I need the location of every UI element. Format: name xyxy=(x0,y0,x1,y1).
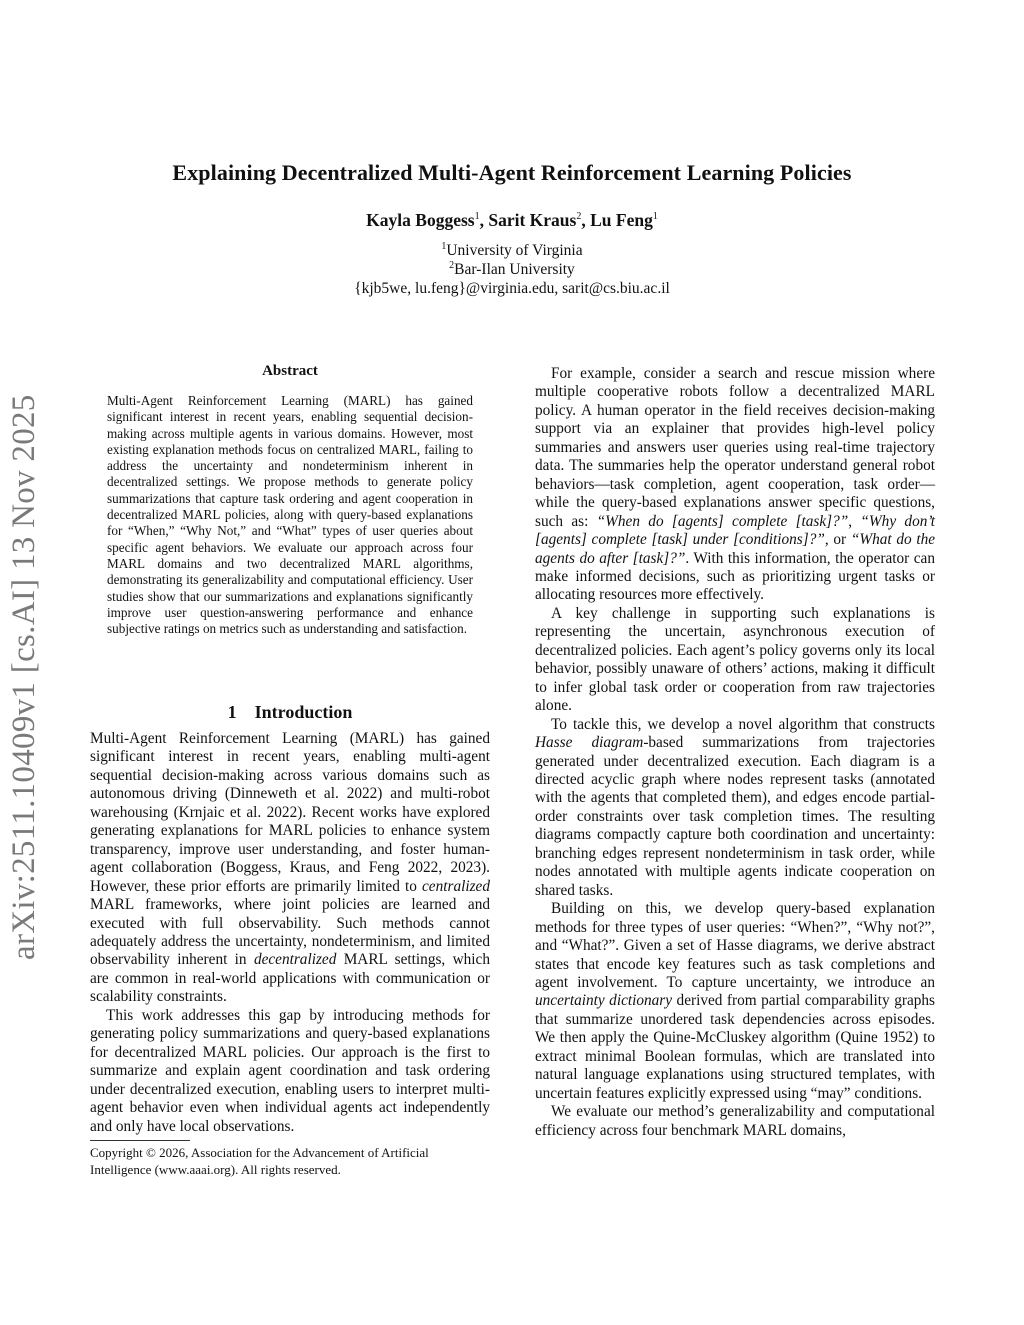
text-run: For example, consider a search and rescue mission where multiple cooperative robots follow a decentralized MARL policy. A human operator in the field receives decision-making support via an explainer that provides high-level policy summaries and answers user queries using real-time trajectory data. The summaries help the operator understand general robot behaviors—task completion, agent cooperation, task order—while the query-based explanations answer specific questions, such as: xyxy=(535,365,935,530)
text-run: , xyxy=(848,512,861,530)
emphasis-text: Hasse diagram xyxy=(535,734,644,752)
text-run: Multi-Agent Reinforcement Learning (MARL) has gained significant interest in recent years, enabling multi-agent sequential decision-making across various domains such as autonomous driving (Dinneweth et al. 2022) and multi-robot warehousing (Krnjaic et al. 2022). Recent works have explored generating explanations for MARL policies to enhance system transparency, improve user understanding, and foster human-agent collaboration (Boggess, Kraus, and Feng 2022, 2023). However, these prior efforts are primarily limited to xyxy=(90,730,490,895)
arxiv-identifier: arXiv:2511.10409v1 [cs.AI] 13 Nov 2025 xyxy=(6,394,42,960)
affiliation-mark: 2 xyxy=(449,260,455,271)
section-heading-introduction xyxy=(90,702,490,723)
author-name: Lu Feng xyxy=(590,210,653,230)
example-query: “When do [agents] complete [task]?” xyxy=(596,512,849,530)
emphasis-text: uncertainty dictionary xyxy=(535,992,673,1010)
affiliation-2 xyxy=(0,260,1024,279)
copyright-footnote: Copyright © 2026, Association for the Advancement of Artificial Intelligence (www.aaai.org). All rights reserved. xyxy=(90,1145,429,1177)
abstract-heading: Abstract xyxy=(262,363,318,379)
author-name: Kayla Boggess xyxy=(366,210,475,230)
right-column-body xyxy=(535,365,935,1140)
text-run: MARL settings, which are common in real-world applications with communication or scalability constraints. xyxy=(90,951,490,1006)
text-run: Building on this, we develop query-based explanation methods for three types of user queries: “When?”, “Why not?”, and “What?”. Given a set of Hasse diagrams, we derive abstract states that encode key features such as task completions and agent involvement. To capture uncertainty, we introduce an xyxy=(535,900,935,991)
intro-paragraph-3 xyxy=(535,365,935,605)
affiliation-1 xyxy=(0,241,1024,260)
author-separator: , xyxy=(479,210,489,230)
intro-paragraph-6 xyxy=(535,900,935,1103)
intro-paragraph-5 xyxy=(535,716,935,901)
author-name: Sarit Kraus xyxy=(488,210,577,230)
intro-paragraph-7: We evaluate our method’s generalizability and computational efficiency across four benchmark MARL domains, xyxy=(535,1103,935,1139)
intro-paragraph-4: A key challenge in supporting such explanations is representing the uncertain, asynchronous execution of decentralized policies. Each agent’s policy governs only its local behavior, possibly unaware of others’ actions, making it difficult to infer global task order or cooperation from raw trajectories alone. xyxy=(535,604,935,715)
text-run: , or xyxy=(824,531,851,549)
text-run: . With this information, the operator can make informed decisions, such as prioritizing urgent tasks or allocating resources more effectively. xyxy=(535,549,935,604)
author-list xyxy=(0,210,1024,231)
author-emails: {kjb5we, lu.feng}@virginia.edu, sarit@cs.biu.ac.il xyxy=(354,280,670,297)
example-query: “Why don’t [agents] complete [task] under [conditions]?” xyxy=(535,512,936,549)
text-run: derived from partial comparability graphs that summarize unordered task dependencies across episodes. We then apply the Quine-McCluskey algorithm (Quine 1952) to extract minimal Boolean formulas, which are translated into natural language explanations using structured templates, with uncertain features explicitly expressed using “may” conditions. xyxy=(535,992,935,1102)
author-affil-mark: 1 xyxy=(652,211,658,223)
emphasis-text: decentralized xyxy=(253,951,337,969)
affiliation-name: University of Virginia xyxy=(446,242,583,260)
author-affil-mark: 1 xyxy=(474,211,480,223)
author-affil-mark: 2 xyxy=(576,211,582,223)
affiliation-mark: 1 xyxy=(441,241,447,252)
affiliation-name: Bar-Ilan University xyxy=(454,261,575,279)
author-separator: , xyxy=(581,210,591,230)
emphasis-text: centralized xyxy=(422,877,490,895)
abstract-text: Multi-Agent Reinforcement Learning (MARL) has gained significant interest in recent years, enabling sequential decision-making across multiple agents in various domains. However, most existing explanation methods focus on centralized MARL, failing to address the uncertainty and nondeterminism inherent in decentralized settings. We propose methods to generate policy summarizations that capture task ordering and agent cooperation in decentralized MARL policies, along with query-based explanations for “When,” “Why Not,” and “What” types of user queries about specific agent behaviors. We evaluate our approach across four MARL domains and two decentralized MARL algorithms, demonstrating its generalizability and computational efficiency. User studies show that our summarizations and explanations significantly improve user question-answering performance and enhance subjective ratings on metrics such as understanding and satisfaction. xyxy=(107,393,473,637)
text-run: -based summarizations from trajectories generated under decentralized execution. Each diagram is a directed acyclic graph where nodes represent tasks (annotated with the agents that completed them), and edges encode partial-order constraints over task completion times. The resulting diagrams compactly capture both coordination and uncertainty: branching edges represent nondeterminism in task order, while nodes annotated with multiple agents indicate cooperation on shared tasks. xyxy=(535,734,935,899)
section-number: 1 xyxy=(227,702,237,722)
example-query: “What do the agents do after [task]?” xyxy=(535,531,936,567)
intro-paragraph-2: This work addresses this gap by introducing methods for generating policy summarizations and query-based explanations for decentralized MARL policies. Our approach is the first to summarize and explain agent coordination and task ordering under decentralized execution, enabling users to interpret multi-agent behavior even when individual agents act independently and only have local observations. xyxy=(90,1006,490,1135)
section-title: Introduction xyxy=(254,702,353,722)
paper-title: Explaining Decentralized Multi-Agent Reinforcement Learning Policies xyxy=(172,160,852,185)
text-run: To tackle this, we develop a novel algorithm that constructs xyxy=(551,715,935,733)
footnote-rule xyxy=(90,1140,190,1141)
text-run: MARL frameworks, where joint policies are learned and executed with full observability. Such methods cannot adequately address the uncertainty, nondeterminism, and limited observability inherent in xyxy=(90,896,490,969)
left-column-body xyxy=(90,730,490,1136)
intro-paragraph-1 xyxy=(90,730,490,1007)
